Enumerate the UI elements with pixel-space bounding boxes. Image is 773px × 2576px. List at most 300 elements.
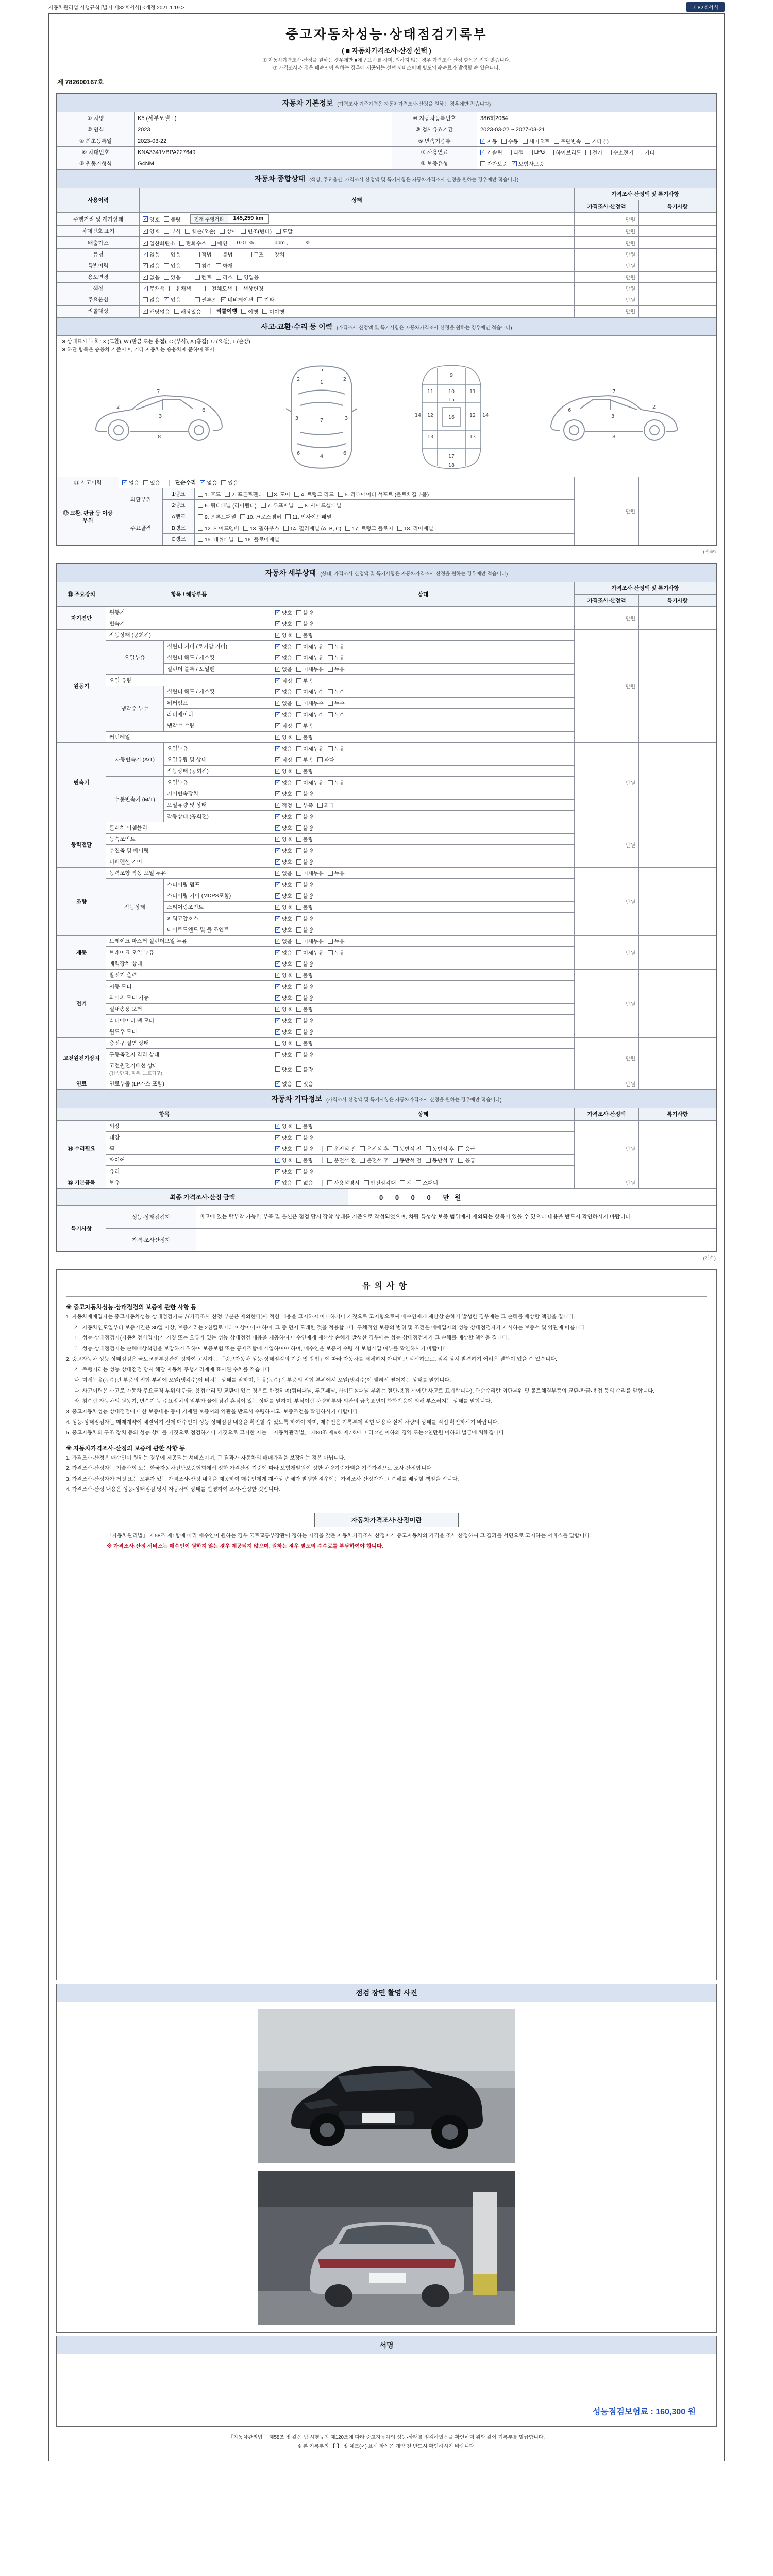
detail-check-2-0-0-box[interactable]: ✓ <box>276 745 280 751</box>
detail-check-0-0-0-box[interactable]: ✓ <box>276 609 280 615</box>
basic-check-2-1-0[interactable] <box>480 137 497 145</box>
basic-check-3-1-4[interactable] <box>585 148 602 156</box>
detail-check-2-3-2-box[interactable] <box>328 780 333 785</box>
basic-check-3-1-5[interactable] <box>607 148 634 156</box>
rank-3-item-2-box[interactable] <box>283 526 289 531</box>
detail-check-6-3-1[interactable] <box>296 1005 313 1013</box>
basic-check-3-1-1[interactable] <box>507 148 524 156</box>
detail-check-7-1-1-box[interactable] <box>296 1052 301 1057</box>
basic-check-3-1-0[interactable] <box>480 148 502 156</box>
detail-check-3-1-1-box[interactable] <box>296 837 301 842</box>
detail-check-2-6-1[interactable] <box>296 812 313 820</box>
overall-check-2-0-box[interactable]: ✓ <box>143 240 147 246</box>
detail-check-6-0-0-box[interactable]: ✓ <box>276 972 280 978</box>
accident-check-0[interactable] <box>122 479 139 486</box>
detail-check-1-7-1-box[interactable] <box>296 712 301 717</box>
detail-check-1-3-1-box[interactable] <box>296 667 301 672</box>
detail-check-1-5-1-box[interactable] <box>296 689 301 694</box>
detail-check-1-3-1[interactable] <box>296 665 324 673</box>
detail-check-6-4-0[interactable] <box>275 1016 292 1024</box>
overall-sub-8-0[interactable] <box>241 308 258 315</box>
detail-check-1-8-0[interactable] <box>275 722 292 730</box>
overall-check-2-2[interactable] <box>211 239 228 247</box>
detail-check-4-5-1[interactable] <box>296 926 313 934</box>
detail-check-5-1-0[interactable] <box>275 948 292 956</box>
detail-check-1-4-1-box[interactable] <box>296 678 301 683</box>
detail-check-1-2-2[interactable] <box>328 654 345 662</box>
detail-check-4-0-0[interactable] <box>275 869 292 877</box>
detail-check-7-1-0[interactable] <box>275 1050 292 1058</box>
detail-check-1-5-0-box[interactable]: ✓ <box>276 689 280 694</box>
basic-items-sub-1-box[interactable] <box>364 1180 369 1185</box>
detail-check-7-1-0-box[interactable] <box>275 1052 280 1057</box>
basic-check-3-1-4-box[interactable] <box>585 150 591 155</box>
detail-check-0-0-1-box[interactable] <box>296 610 301 615</box>
detail-check-3-1-1[interactable] <box>296 835 313 843</box>
overall-sub-8-1-box[interactable] <box>262 309 267 314</box>
overall-check-2-1-box[interactable] <box>179 241 184 246</box>
detail-check-2-6-0[interactable] <box>275 812 292 820</box>
overall-sub-3-0-box[interactable] <box>195 252 200 257</box>
rank-4-item-1[interactable] <box>238 535 279 543</box>
other-check-3-0-box[interactable]: ✓ <box>276 1157 280 1163</box>
other-check-4-1[interactable] <box>296 1167 313 1175</box>
detail-check-6-3-0[interactable] <box>275 1005 292 1013</box>
overall-check-1-5[interactable] <box>276 227 293 235</box>
other-sub-2-2[interactable] <box>393 1145 422 1153</box>
detail-check-1-1-2-box[interactable] <box>328 644 333 649</box>
detail-check-4-3-1-box[interactable] <box>296 905 301 910</box>
detail-check-4-3-1[interactable] <box>296 903 313 911</box>
other-sub-2-4-box[interactable] <box>458 1146 463 1151</box>
detail-check-1-2-1[interactable] <box>296 654 324 662</box>
detail-check-2-1-2-box[interactable] <box>317 757 323 762</box>
basic-items-check-0-box[interactable]: ✓ <box>276 1180 280 1185</box>
overall-check-4-0[interactable] <box>143 262 160 269</box>
detail-check-7-0-1[interactable] <box>296 1039 313 1047</box>
overall-sub-3-0[interactable] <box>195 250 212 258</box>
overall-check-1-1[interactable] <box>164 227 181 235</box>
detail-check-4-0-1[interactable] <box>296 869 324 877</box>
other-check-3-0[interactable] <box>275 1156 292 1164</box>
detail-check-5-0-2-box[interactable] <box>328 939 333 944</box>
detail-check-5-0-1-box[interactable] <box>296 939 301 944</box>
rank-3-item-4-box[interactable] <box>397 526 402 531</box>
detail-check-5-0-1[interactable] <box>296 937 324 945</box>
overall-sub-7-1-box[interactable]: ✓ <box>221 297 226 302</box>
overall-check-8-0[interactable] <box>143 308 170 315</box>
detail-check-7-1-1[interactable] <box>296 1050 313 1058</box>
detail-check-1-4-0[interactable] <box>275 676 292 684</box>
detail-check-6-5-1-box[interactable] <box>296 1029 301 1035</box>
detail-check-5-2-0-box[interactable]: ✓ <box>276 961 280 967</box>
other-sub-2-4[interactable] <box>458 1145 475 1153</box>
overall-check-1-0-box[interactable]: ✓ <box>143 228 147 234</box>
other-sub-2-0-box[interactable] <box>327 1146 332 1151</box>
repair-check-0-box[interactable]: ✓ <box>200 480 205 485</box>
detail-check-5-1-0-box[interactable]: ✓ <box>276 950 280 955</box>
overall-check-0-0-box[interactable]: ✓ <box>143 216 147 222</box>
detail-check-5-0-0[interactable] <box>275 937 292 945</box>
detail-check-6-1-0[interactable] <box>275 982 292 990</box>
detail-check-1-2-1-box[interactable] <box>296 655 301 660</box>
detail-check-1-6-1[interactable] <box>296 699 324 707</box>
detail-check-4-3-0-box[interactable]: ✓ <box>276 904 280 910</box>
overall-check-3-0-box[interactable]: ✓ <box>143 251 147 257</box>
basic-check-3-1-2[interactable] <box>528 149 545 155</box>
detail-check-1-8-1-box[interactable] <box>296 723 301 728</box>
basic-check-2-1-3[interactable] <box>554 137 581 145</box>
overall-check-1-1-box[interactable] <box>164 229 169 234</box>
detail-check-1-2-2-box[interactable] <box>328 655 333 660</box>
detail-check-1-1-0-box[interactable]: ✓ <box>276 643 280 649</box>
rank-1-item-0[interactable] <box>198 501 257 509</box>
other-sub-3-3-box[interactable] <box>426 1158 431 1163</box>
detail-check-7-0-0[interactable] <box>275 1039 292 1047</box>
basic-check-3-1-1-box[interactable] <box>507 150 512 155</box>
detail-check-2-1-1[interactable] <box>296 756 313 764</box>
detail-check-2-0-1-box[interactable] <box>296 746 301 751</box>
detail-check-5-1-2-box[interactable] <box>328 950 333 955</box>
other-sub-3-1[interactable] <box>360 1156 389 1164</box>
detail-check-3-2-0-box[interactable]: ✓ <box>276 848 280 853</box>
basic-check-3-1-5-box[interactable] <box>607 150 612 155</box>
rank-4-item-0-box[interactable] <box>198 537 203 542</box>
rank-3-item-3-box[interactable] <box>345 526 350 531</box>
rank-1-item-1[interactable] <box>261 501 294 509</box>
detail-check-0-1-0[interactable] <box>275 620 292 628</box>
detail-check-2-6-1-box[interactable] <box>296 814 301 819</box>
rank-1-item-1-box[interactable] <box>261 503 266 508</box>
basic-check-3-1-0-box[interactable]: ✓ <box>481 149 485 155</box>
rank-1-item-2[interactable] <box>298 501 341 509</box>
detail-check-1-3-0-box[interactable]: ✓ <box>276 666 280 672</box>
overall-check-7-0[interactable] <box>143 296 160 303</box>
detail-check-8-0-1[interactable] <box>296 1080 313 1088</box>
basic-items-sub-3-box[interactable] <box>416 1180 421 1185</box>
other-check-3-1-box[interactable] <box>296 1158 301 1163</box>
repair-check-0[interactable] <box>200 479 217 486</box>
other-sub-2-3-box[interactable] <box>426 1146 431 1151</box>
basic-check-3-1-6-box[interactable] <box>638 150 643 155</box>
rank-1-item-0-box[interactable] <box>198 503 203 508</box>
overall-check-7-1-box[interactable]: ✓ <box>164 297 169 302</box>
rank-3-item-2[interactable] <box>283 524 341 532</box>
overall-sub-3-1[interactable] <box>216 250 233 258</box>
detail-check-1-4-0-box[interactable]: ✓ <box>276 677 280 683</box>
detail-check-8-0-0-box[interactable]: ✓ <box>276 1081 280 1087</box>
rank-0-item-2[interactable] <box>267 490 290 498</box>
overall-check-1-3[interactable] <box>220 227 237 235</box>
overall-check-0-1[interactable] <box>164 215 181 223</box>
detail-check-7-2-0-box[interactable] <box>275 1066 280 1072</box>
detail-check-2-5-2[interactable] <box>317 801 334 809</box>
detail-check-0-0-1[interactable] <box>296 608 313 616</box>
overall-sub-6-1-box[interactable] <box>236 286 241 291</box>
detail-check-6-2-1[interactable] <box>296 994 313 1002</box>
detail-check-5-1-1[interactable] <box>296 948 324 956</box>
other-sub-3-2-box[interactable] <box>393 1158 398 1163</box>
detail-check-2-4-0-box[interactable]: ✓ <box>276 791 280 796</box>
detail-check-1-2-0-box[interactable]: ✓ <box>276 655 280 660</box>
other-sub-3-4[interactable] <box>458 1156 475 1164</box>
rank-2-item-0-box[interactable] <box>198 514 203 519</box>
detail-check-1-5-2-box[interactable] <box>328 689 333 694</box>
overall-check-6-1[interactable] <box>169 284 191 292</box>
overall-sub2-3-1-box[interactable] <box>268 252 273 257</box>
detail-check-6-1-0-box[interactable]: ✓ <box>276 984 280 989</box>
detail-check-2-1-0-box[interactable]: ✓ <box>276 757 280 762</box>
detail-check-7-0-0-box[interactable] <box>275 1041 280 1046</box>
detail-check-4-5-0[interactable] <box>275 926 292 934</box>
overall-check-6-0[interactable] <box>143 284 165 292</box>
detail-check-2-4-0[interactable] <box>275 790 292 798</box>
detail-check-3-3-0[interactable] <box>275 858 292 866</box>
rank-0-item-2-box[interactable] <box>267 492 273 497</box>
detail-check-4-1-0-box[interactable]: ✓ <box>276 882 280 887</box>
rank-4-item-1-box[interactable] <box>238 537 243 542</box>
overall-sub-6-1[interactable] <box>236 284 263 292</box>
detail-check-2-1-1-box[interactable] <box>296 757 301 762</box>
other-check-4-1-box[interactable] <box>296 1169 301 1174</box>
detail-check-6-0-0[interactable] <box>275 971 292 979</box>
detail-check-7-2-0[interactable] <box>275 1065 292 1073</box>
rank-3-item-3[interactable] <box>345 524 393 532</box>
other-check-0-1-box[interactable] <box>296 1124 301 1129</box>
other-sub-2-1-box[interactable] <box>360 1146 365 1151</box>
detail-check-6-5-1[interactable] <box>296 1028 313 1036</box>
basic-check-2-1-2[interactable] <box>523 137 550 145</box>
rank-0-item-1[interactable] <box>225 490 263 498</box>
overall-check-8-1[interactable] <box>174 308 201 315</box>
overall-check-1-3-box[interactable] <box>220 229 225 234</box>
overall-sub2-3-0[interactable] <box>247 250 264 258</box>
detail-check-1-1-0[interactable] <box>275 642 292 650</box>
other-check-0-0[interactable] <box>275 1122 292 1130</box>
detail-check-2-2-0-box[interactable]: ✓ <box>276 768 280 774</box>
overall-check-3-1-box[interactable] <box>164 252 169 257</box>
overall-sub-6-0-box[interactable] <box>205 286 210 291</box>
basic-check-2-1-1[interactable] <box>501 137 518 145</box>
detail-check-1-5-1[interactable] <box>296 688 324 696</box>
detail-check-3-3-1-box[interactable] <box>296 859 301 865</box>
detail-check-3-2-1-box[interactable] <box>296 848 301 853</box>
detail-check-4-0-2-box[interactable] <box>328 871 333 876</box>
overall-check-1-4-box[interactable] <box>241 229 246 234</box>
detail-check-3-1-0-box[interactable]: ✓ <box>276 836 280 842</box>
detail-check-7-2-1-box[interactable] <box>296 1066 301 1072</box>
rank-0-item-0[interactable] <box>198 490 221 498</box>
detail-check-4-3-0[interactable] <box>275 903 292 911</box>
detail-check-1-9-0-box[interactable]: ✓ <box>276 734 280 740</box>
overall-check-7-1[interactable] <box>164 296 181 303</box>
basic-check-2-1-0-box[interactable]: ✓ <box>481 138 485 144</box>
overall-check-3-0[interactable] <box>143 250 160 258</box>
detail-check-1-4-1[interactable] <box>296 676 313 684</box>
detail-check-2-3-1[interactable] <box>296 778 324 786</box>
overall-sub-7-1[interactable] <box>221 296 254 303</box>
rank-0-item-3-box[interactable] <box>294 492 299 497</box>
rank-2-item-1[interactable] <box>240 513 281 520</box>
other-sub-3-0[interactable] <box>327 1156 356 1164</box>
detail-check-4-1-1[interactable] <box>296 880 313 888</box>
overall-sub-8-1[interactable] <box>262 308 284 315</box>
accident-check-0-box[interactable]: ✓ <box>123 480 127 485</box>
detail-check-4-2-1-box[interactable] <box>296 893 301 899</box>
rank-2-item-0[interactable] <box>198 513 236 520</box>
detail-check-5-2-0[interactable] <box>275 960 292 968</box>
overall-sub-5-2-box[interactable] <box>237 275 242 280</box>
overall-sub-7-0[interactable] <box>195 296 217 303</box>
rank-3-item-1[interactable] <box>243 524 279 532</box>
basic-check-4-1-0-box[interactable] <box>480 161 485 166</box>
detail-check-6-5-0-box[interactable]: ✓ <box>276 1029 280 1035</box>
basic-check-3-1-3-box[interactable] <box>549 150 554 155</box>
basic-items-sub-0-box[interactable] <box>327 1180 332 1185</box>
detail-check-2-0-0[interactable] <box>275 744 292 752</box>
detail-check-7-2-1[interactable] <box>296 1065 313 1073</box>
rank-3-item-4[interactable] <box>397 524 433 532</box>
detail-check-1-1-2[interactable] <box>328 642 345 650</box>
other-check-0-1[interactable] <box>296 1122 313 1130</box>
detail-check-1-5-0[interactable] <box>275 688 292 696</box>
other-check-1-0-box[interactable]: ✓ <box>276 1134 280 1140</box>
detail-check-3-3-1[interactable] <box>296 858 313 866</box>
detail-check-2-5-0[interactable] <box>275 801 292 809</box>
basic-items-sub-1[interactable] <box>364 1179 396 1187</box>
overall-check-5-0[interactable] <box>143 273 160 281</box>
other-sub-3-3[interactable] <box>426 1156 455 1164</box>
other-check-0-0-box[interactable]: ✓ <box>276 1123 280 1129</box>
detail-check-7-0-1-box[interactable] <box>296 1041 301 1046</box>
basic-items-sub-0[interactable] <box>327 1179 360 1187</box>
other-sub-2-0[interactable] <box>327 1145 356 1153</box>
basic-check-2-1-4-box[interactable] <box>585 139 590 144</box>
overall-sub-7-2[interactable] <box>257 296 274 303</box>
basic-check-3-1-3[interactable] <box>549 148 581 156</box>
detail-check-6-1-1[interactable] <box>296 982 313 990</box>
other-check-1-1[interactable] <box>296 1133 313 1141</box>
detail-check-1-7-2[interactable] <box>328 710 345 718</box>
overall-sub-4-1[interactable] <box>216 262 233 269</box>
basic-items-check-0[interactable] <box>275 1179 292 1187</box>
detail-check-1-9-0[interactable] <box>275 733 292 741</box>
overall-check-0-1-box[interactable] <box>164 216 169 222</box>
overall-check-1-2-box[interactable] <box>185 229 190 234</box>
detail-check-1-1-1-box[interactable] <box>296 644 301 649</box>
overall-check-1-0[interactable] <box>143 227 160 235</box>
detail-check-4-0-2[interactable] <box>328 869 345 877</box>
accident-check-1[interactable] <box>143 479 160 486</box>
other-sub-2-3[interactable] <box>426 1145 455 1153</box>
overall-sub-6-0[interactable] <box>205 284 232 292</box>
other-sub-3-2[interactable] <box>393 1156 422 1164</box>
detail-check-1-5-2[interactable] <box>328 688 345 696</box>
detail-check-1-3-2[interactable] <box>328 665 345 673</box>
detail-check-6-0-1[interactable] <box>296 971 313 979</box>
overall-check-5-1-box[interactable] <box>164 275 169 280</box>
other-check-2-0[interactable] <box>275 1145 292 1153</box>
basic-items-check-1[interactable] <box>296 1179 313 1187</box>
overall-check-6-0-box[interactable]: ✓ <box>143 285 147 291</box>
detail-check-1-0-0[interactable] <box>275 631 292 639</box>
detail-check-4-2-0-box[interactable]: ✓ <box>276 893 280 899</box>
basic-items-check-1-box[interactable] <box>296 1180 301 1185</box>
detail-check-3-3-0-box[interactable]: ✓ <box>276 859 280 865</box>
basic-check-4-1-0[interactable] <box>480 160 508 167</box>
detail-check-6-1-1-box[interactable] <box>296 984 301 989</box>
overall-check-2-1[interactable] <box>179 239 207 247</box>
detail-check-1-6-2-box[interactable] <box>328 701 333 706</box>
detail-check-6-4-0-box[interactable]: ✓ <box>276 1018 280 1023</box>
rank-2-item-2-box[interactable] <box>285 514 291 519</box>
accident-check-1-box[interactable] <box>143 480 148 485</box>
basic-check-2-1-3-box[interactable] <box>554 139 559 144</box>
overall-check-1-4[interactable] <box>241 227 272 235</box>
overall-check-1-2[interactable] <box>185 227 216 235</box>
overall-sub-4-0-box[interactable] <box>195 263 200 268</box>
detail-check-0-1-0-box[interactable]: ✓ <box>276 621 280 626</box>
other-sub-3-4-box[interactable] <box>458 1158 463 1163</box>
detail-check-1-6-0[interactable] <box>275 699 292 707</box>
detail-check-4-1-0[interactable] <box>275 880 292 888</box>
overall-check-6-1-box[interactable] <box>169 286 174 291</box>
detail-check-2-1-0[interactable] <box>275 756 292 764</box>
overall-sub-8-0-box[interactable] <box>241 309 246 314</box>
detail-check-3-1-0[interactable] <box>275 835 292 843</box>
overall-check-5-1[interactable] <box>164 273 181 281</box>
detail-check-1-9-1[interactable] <box>296 733 313 741</box>
detail-check-0-1-1[interactable] <box>296 620 313 628</box>
detail-check-3-0-0[interactable] <box>275 824 292 832</box>
detail-check-1-2-0[interactable] <box>275 654 292 662</box>
other-sub-2-1[interactable] <box>360 1145 389 1153</box>
detail-check-5-0-2[interactable] <box>328 937 345 945</box>
detail-check-1-7-2-box[interactable] <box>328 712 333 717</box>
other-check-3-1[interactable] <box>296 1156 313 1164</box>
other-check-1-1-box[interactable] <box>296 1135 301 1140</box>
detail-check-5-0-0-box[interactable]: ✓ <box>276 938 280 944</box>
rank-0-item-3[interactable] <box>294 490 334 498</box>
detail-check-2-3-0-box[interactable]: ✓ <box>276 779 280 785</box>
detail-check-5-2-1-box[interactable] <box>296 961 301 967</box>
detail-check-6-2-1-box[interactable] <box>296 995 301 1001</box>
overall-check-0-0[interactable] <box>143 215 160 223</box>
basic-check-4-1-1-box[interactable]: ✓ <box>512 161 516 166</box>
overall-check-2-0[interactable] <box>143 239 175 247</box>
detail-check-2-6-0-box[interactable]: ✓ <box>276 814 280 819</box>
detail-check-6-3-1-box[interactable] <box>296 1007 301 1012</box>
detail-check-3-0-1-box[interactable] <box>296 825 301 831</box>
detail-check-4-5-0-box[interactable]: ✓ <box>276 927 280 933</box>
detail-check-0-0-0[interactable] <box>275 608 292 616</box>
overall-sub2-3-0-box[interactable] <box>247 252 252 257</box>
detail-check-3-0-0-box[interactable]: ✓ <box>276 825 280 831</box>
overall-sub-3-1-box[interactable] <box>216 252 221 257</box>
overall-sub-5-2[interactable] <box>237 273 259 281</box>
detail-check-4-1-1-box[interactable] <box>296 882 301 887</box>
basic-check-2-1-4[interactable] <box>585 137 608 145</box>
other-check-2-1-box[interactable] <box>296 1146 301 1151</box>
rank-1-item-2-box[interactable] <box>298 503 303 508</box>
detail-check-4-2-1[interactable] <box>296 892 313 900</box>
rank-0-item-4[interactable] <box>338 490 429 498</box>
detail-check-2-3-2[interactable] <box>328 778 345 786</box>
detail-check-4-4-0-box[interactable]: ✓ <box>276 916 280 921</box>
basic-items-sub-2-box[interactable] <box>400 1180 405 1185</box>
detail-check-1-7-0-box[interactable]: ✓ <box>276 711 280 717</box>
detail-check-1-8-0-box[interactable]: ✓ <box>276 723 280 728</box>
